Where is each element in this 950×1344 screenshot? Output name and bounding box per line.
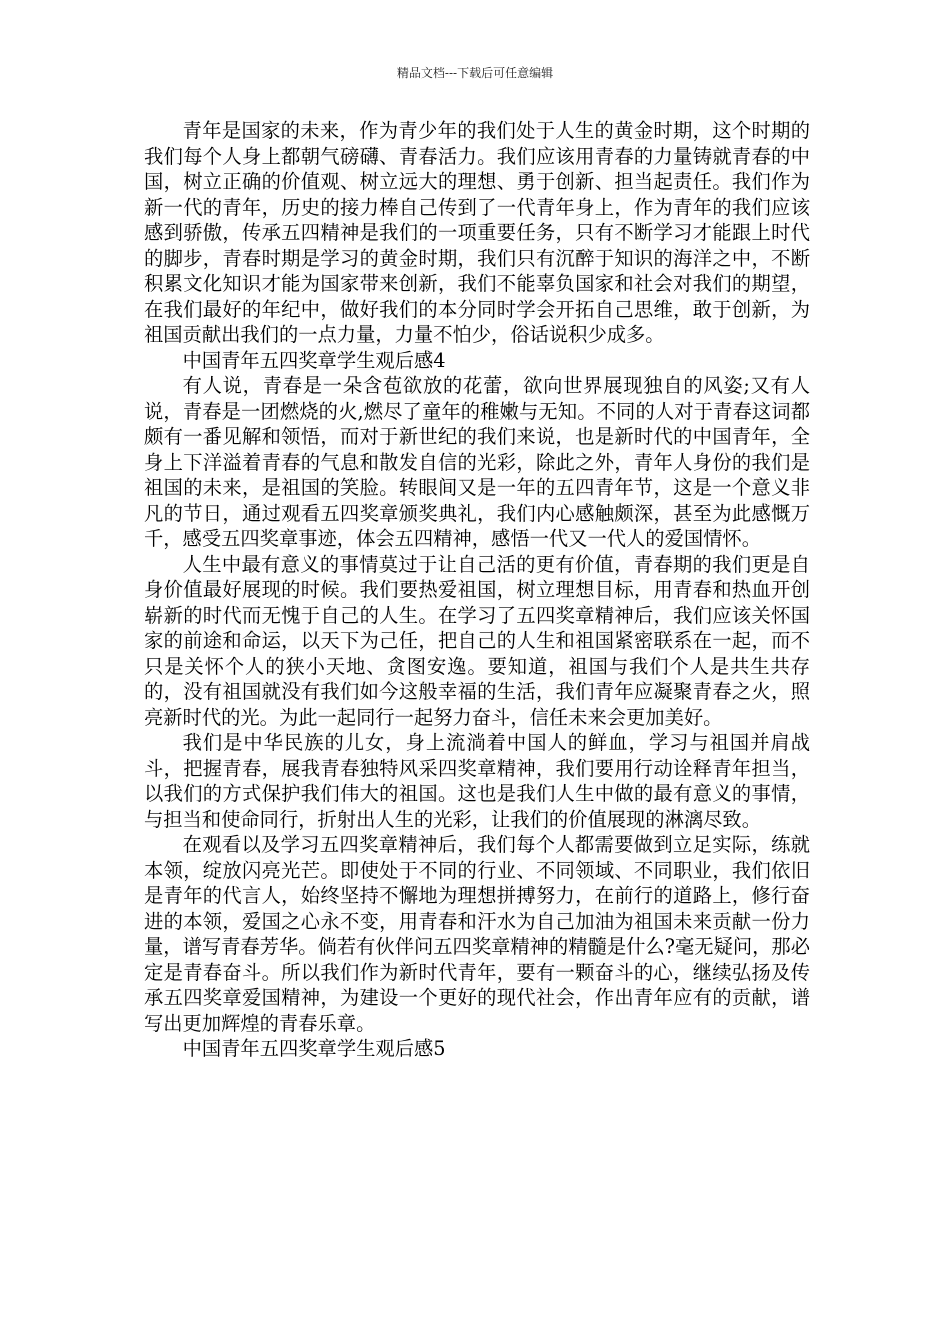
paragraph-3: 人生中最有意义的事情莫过于让自己活的更有价值，青春期的我们更是自身价值最好展现的时候。我们要热爱祖国，树立理想目标，用青春和热血开创崭新的时代而无愧于自己的人生。在学习了五四奖章精神后，我们应该关怀国家的前途和命运，以天下为己任，把自己的人生和祖国紧密联系在一起，而不只是关怀个人的狭小天地、贪图安逸。要知道，祖国与我们个人是共生共存的，没有祖国就没有我们如今这般幸福的生活，我们青年应凝聚青春之火，照亮新时代的光。为此一起同行一起努力奋斗，信任未来会更加美好。 — [144, 552, 810, 729]
paragraph-4: 我们是中华民族的儿女，身上流淌着中国人的鲜血，学习与祖国并肩战斗，把握青春，展我青春独特风采四奖章精神，我们要用行动诠释青年担当，以我们的方式保护我们伟大的祖国。这也是我们人生中做的最有意义的事情，与担当和使命同行，折射出人生的光彩，让我们的价值展现的淋漓尽致。 — [144, 731, 810, 831]
section-heading-5: 中国青年五四奖章学生观后感5 — [182, 1037, 446, 1060]
paragraph-1: 青年是国家的未来，作为青少年的我们处于人生的黄金时期，这个时期的我们每个人身上都朝气磅礴、青春活力。我们应该用青春的力量铸就青春的中国，树立正确的价值观、树立远大的理想、勇于创新、担当起责任。我们作为新一代的青年，历史的接力棒自己传到了一代青年身上，作为青年的我们应该感到骄傲，传承五四精神是我们的一项重要任务，只有不断学习才能跟上时代的脚步，青春时期是学习的黄金时期，我们只有沉醉于知识的海洋之中，不断积累文化知识才能为国家带来创新，我们不能辜负国家和社会对我们的期望，在我们最好的年纪中，做好我们的本分同时学会开拓自己思维，敢于创新，为祖国贡献出我们的一点力量，力量不怕少，俗话说积少成多。 — [144, 119, 810, 346]
document-body — [144, 118, 810, 1062]
page-header: 精品文档---下载后可任意编辑 — [396, 66, 554, 80]
paragraph-5: 在观看以及学习五四奖章精神后，我们每个人都需要做到立足实际，练就本领，绽放闪亮光芒。即使处于不同的行业、不同领域、不同职业，我们依旧是青年的代言人，始终坚持不懈地为理想拼搏努力，在前行的道路上，修行奋进的本领，爱国之心永不变，用青春和汗水为自己加油为祖国未来贡献一份力量，谱写青春芳华。倘若有伙伴问五四奖章精神的精髓是什么?毫无疑问，那必定是青春奋斗。所以我们作为新时代青年，要有一颗奋斗的心，继续弘扬及传承五四奖章爱国精神，为建设一个更好的现代社会，作出青年应有的贡献，谱写出更加辉煌的青春乐章。 — [144, 833, 810, 1035]
section-heading-4: 中国青年五四奖章学生观后感4 — [182, 348, 446, 372]
paragraph-2: 有人说，青春是一朵含苞欲放的花蕾，欲向世界展现独自的风姿;又有人说，青春是一团燃烧的火,燃尽了童年的稚嫩与无知。不同的人对于青春这词都颇有一番见解和领悟，而对于新世纪的我们来说，也是新时代的中国青年，全身上下洋溢着青春的气息和散发自信的光彩，除此之外，青年人身份的我们是祖国的未来，是祖国的笑脸。转眼间又是一年的五四青年节，这是一个意义非凡的节日，通过观看五四奖章颁奖典礼，我们内心感触颇深，甚至为此感慨万千，感受五四奖章事迹，体会五四精神，感悟一代又一代人的爱国情怀。 — [144, 374, 810, 550]
